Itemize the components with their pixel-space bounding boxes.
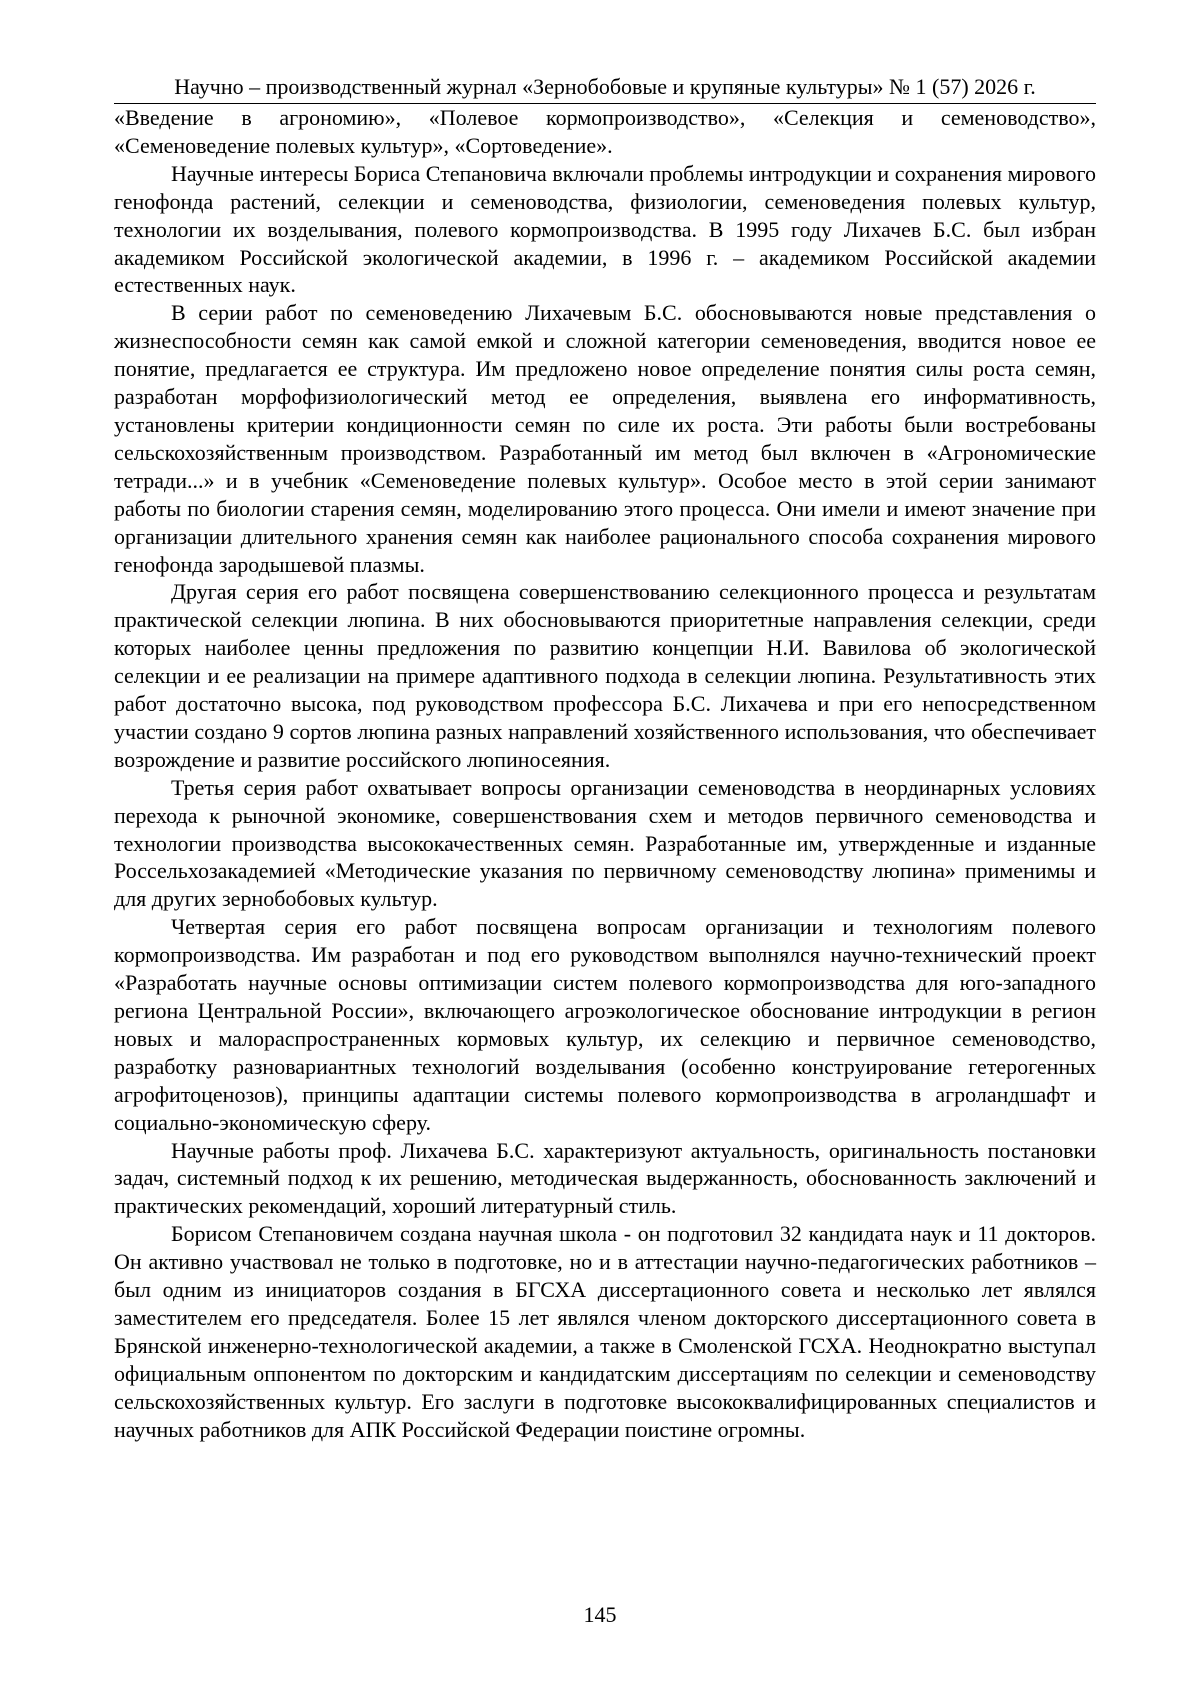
paragraph: Четвертая серия его работ посвящена вопросам организации и технологиям полевого кормопроизводства. Им разработан и под его руководством выполнялся научно-технический проект «Разработать научные основы оптимизации систем полевого кормопроизводства для юго-западного региона Центральной России», включающего агроэкологическое обоснование интродукции в регион новых и малораспространенных кормовых культур, их селекцию и первичное семеноводство, разработку разновариантных технологий возделывания (особенно конструирование гетерогенных агрофитоценозов), принципы адаптации системы полевого кормопроизводства в агроландшафт и социально-экономическую сферу. xyxy=(114,914,1096,1135)
paragraph: Научные интересы Бориса Степановича включали проблемы интродукции и сохранения мирового генофонда растений, селекции и семеноводства, физиологии, семеноведения полевых культур, технологии их возделывания, полевого кормопроизводства. В 1995 году Лихачев Б.С. был избран академиком Российской экологической академии, в 1996 г. – академиком Российской академии естественных наук. xyxy=(114,160,1096,298)
paragraph: Борисом Степановичем создана научная школа - он подготовил 32 кандидата наук и 11 докторов. Он активно участвовал не только в подготовке, но и в аттестации научно-педагогических работников – был одним из инициаторов создания в БГСХА диссертационного совета и несколько лет являлся заместителем его председателя. Более 15 лет являлся членом докторского диссертационного совета в Брянской инженерно-технологической академии, а также в Смоленской ГСХА. Неоднократно выступал официальным оппонентом по докторским и кандидатским диссертациям по селекции и семеноводству сельскохозяйственных культур. Его заслуги в подготовке высококвалифицированных специалистов и научных работников для АПК Российской Федерации поистине огромны. xyxy=(114,1221,1096,1442)
page-number: 145 xyxy=(583,1602,617,1627)
running-header: Научно – производственный журнал «Зернобобовые и крупяные культуры» № 1 (57) 2026 г. xyxy=(174,74,1036,99)
paragraph: Научные работы проф. Лихачева Б.С. характеризуют актуальность, оригинальность постановки задач, системный подход к их решению, методическая выдержанность, обоснованность заключений и практических рекомендаций, хороший литературный стиль. xyxy=(114,1137,1096,1219)
article-body xyxy=(114,104,1096,1444)
paragraph: В серии работ по семеноведению Лихачевым Б.С. обосновываются новые представления о жизнеспособности семян как самой емкой и сложной категории семеноведения, вводится новое ее понятие, предлагается ее структура. Им предложено новое определение понятия силы роста семян, разработан морфофизиологический метод ее определения, выявлена его информативность, установлены критерии кондиционности семян по силе их роста. Эти работы были востребованы сельскохозяйственным производством. Разработанный им метод был включен в «Агрономические тетради...» и в учебник «Семеноведение полевых культур». Особое место в этой серии занимают работы по биологии старения семян, моделированию этого процесса. Они имели и имеют значение при организации длительного хранения семян как наиболее рационального способа сохранения мирового генофонда зародышевой плазмы. xyxy=(114,300,1096,577)
paragraph: Другая серия его работ посвящена совершенствованию селекционного процесса и результатам практической селекции люпина. В них обосновываются приоритетные направления селекции, среди которых наиболее ценны предложения по развитию концепции Н.И. Вавилова об экологической селекции и ее реализации на примере адаптивного подхода в селекции люпина. Результативность этих работ достаточно высока, под руководством профессора Б.С. Лихачева и при его непосредственном участии создано 9 сортов люпина разных направлений хозяйственного использования, что обеспечивает возрождение и развитие российского люпиносеяния. xyxy=(114,579,1096,772)
paragraph: Третья серия работ охватывает вопросы организации семеноводства в неординарных условиях перехода к рыночной экономике, совершенствования схем и методов первичного семеноводства и технологии производства высококачественных семян. Разработанные им, утвержденные и изданные Россельхозакадемией «Методические указания по первичному семеноводству люпина» применимы и для других зернобобовых культур. xyxy=(114,774,1096,912)
paragraph-continuation: «Введение в агрономию», «Полевое кормопроизводство», «Селекция и семеноводство», «Семеноведение полевых культур», «Сортоведение». xyxy=(114,105,1096,158)
